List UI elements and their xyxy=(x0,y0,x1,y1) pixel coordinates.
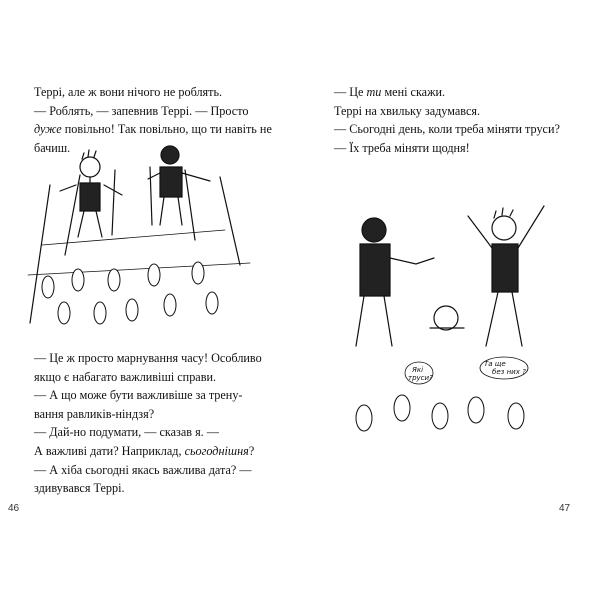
bubble-left-line2: труси? xyxy=(408,374,433,382)
text-line: здивувався Террі. xyxy=(34,481,125,496)
right-top-text xyxy=(334,83,560,157)
bubble-right-line2: без них ? xyxy=(492,368,526,376)
text-line: Террі, але ж вони нічого не роблять. xyxy=(34,85,223,99)
text-line: бачиш. xyxy=(34,140,71,155)
text-line: — Сьогодні день, коли треба міняти труси? xyxy=(334,122,560,137)
text-line: — Їх треба міняти щодня! xyxy=(334,140,470,155)
emphasis: дуже xyxy=(34,122,62,137)
text-line: — Дай-но подумати, — сказав я. — xyxy=(34,425,219,440)
text-line: дуже повільно! Так повільно, що ти навіть не xyxy=(34,122,272,137)
text-line: А важливі дати? Наприклад, сьогоднішня? xyxy=(34,443,255,458)
speech-bubbles xyxy=(405,357,528,384)
text-line: вання равликів-ніндзя? xyxy=(34,406,155,421)
emphasis: сьогоднішня xyxy=(184,443,249,458)
text-line: — Це ж просто марнування часу! Особливо xyxy=(34,351,262,365)
text-line: якщо є набагато важливіші справи. xyxy=(34,369,217,384)
bubble-left-line1: Які xyxy=(412,366,424,374)
page-number: 46 xyxy=(8,503,20,514)
illustration-kids-and-snails xyxy=(20,145,265,335)
left-bottom-text xyxy=(34,349,262,498)
page-number: 47 xyxy=(559,503,571,514)
text-line: — А хіба сьогодні якась важлива дата? — xyxy=(34,462,252,477)
text-line: Террі на хвильку задумався. xyxy=(334,103,481,118)
right-page xyxy=(300,0,600,600)
emphasis: ти xyxy=(366,85,382,99)
text-line: — Це ти мені скажи. xyxy=(334,85,446,99)
illustration-ninja-and-kid xyxy=(344,188,554,478)
bubble-right-line1: Та ще xyxy=(484,360,506,368)
text-line: — Роблять, — запевнив Террі. — Просто xyxy=(34,103,249,118)
text-line: — А що може бути важливіше за трену- xyxy=(34,388,243,403)
